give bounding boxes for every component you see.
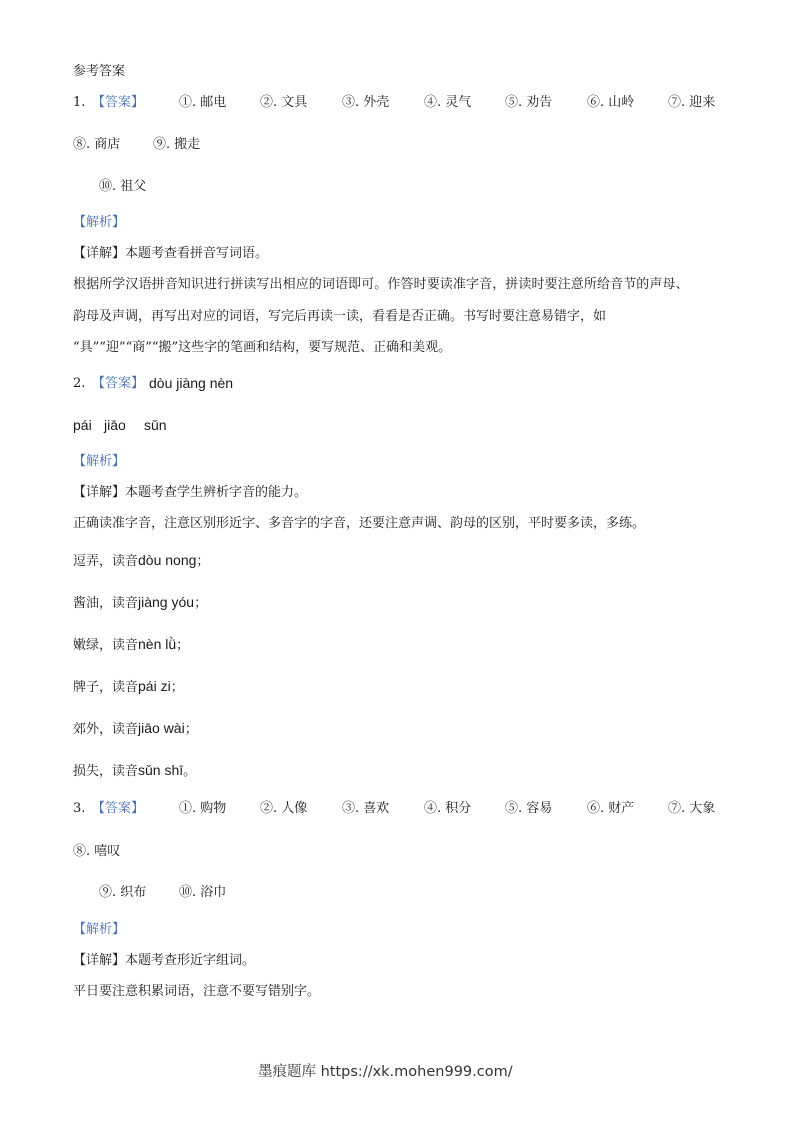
analysis-tag: 【解析】 (73, 215, 126, 230)
answer-item: ④. 积分 (424, 801, 472, 816)
reading-word: 酱油，读音 (73, 596, 139, 611)
pinyin-answer: dòu jiàng nèn (149, 375, 234, 391)
reading-pinyin: pái zi (138, 678, 171, 694)
reading-punct: ； (184, 722, 198, 737)
answer-item: ⑥. 山岭 (587, 95, 635, 110)
reading-punct: ； (194, 596, 208, 611)
answer-tag: 【答案】 (92, 95, 145, 110)
answer-item: ⑥. 财产 (587, 801, 635, 816)
reading-punct: ； (170, 680, 184, 695)
page-title: 参考答案 (73, 64, 126, 79)
answer-item: ④. 灵气 (424, 95, 472, 110)
footer-watermark: 墨痕题库 https://xk.mohen999.com/ (258, 1064, 513, 1080)
reading-punct: ； (176, 638, 190, 653)
detail-line: 【详解】本题考查形近字组词。 (73, 953, 256, 968)
answer-item: ⑦. 大象 (668, 801, 716, 816)
answer-item: ⑩. 浴巾 (179, 885, 227, 900)
answer-item: ⑨. 搬走 (153, 137, 201, 152)
reading-word: 损失，读音 (73, 764, 139, 779)
reading-line (73, 595, 207, 610)
question-number: 3. (73, 801, 86, 816)
answer-tag: 【答案】 (92, 376, 145, 391)
answer-item: ⑤. 劝告 (505, 95, 553, 110)
reading-line (73, 553, 209, 568)
question-number: 2. (73, 376, 86, 391)
reading-pinyin: nèn lǜ (138, 636, 177, 652)
answer-item: ③. 喜欢 (342, 801, 390, 816)
reading-pinyin: jiàng yóu (138, 594, 195, 610)
pinyin-answer: jiāo (104, 417, 126, 433)
paragraph-line: 韵母及声调，再写出对应的词语，写完后再读一读，看看是否正确。书写时要注意易错字，如 (73, 309, 607, 324)
paragraph-line: “具”“迎”“商”“搬”这些字的笔画和结构，要写规范、正确和美观。 (73, 340, 452, 355)
answer-item: ⑩. 祖父 (99, 179, 147, 194)
reading-pinyin: dòu nong (138, 552, 197, 568)
detail-line: 【详解】本题考查看拼音写词语。 (73, 246, 269, 261)
reading-line (73, 721, 198, 736)
reading-word: 牌子，读音 (73, 680, 139, 695)
answer-item: ②. 文具 (260, 95, 308, 110)
answer-item: ⑨. 织布 (99, 885, 147, 900)
answer-item: ⑧. 商店 (73, 137, 121, 152)
paragraph-line: 根据所学汉语拼音知识进行拼读写出相应的词语即可。作答时要读准字音，拼读时要注意所给音节的声母、 (73, 277, 689, 292)
answer-item: ①. 购物 (179, 801, 227, 816)
reading-pinyin: jiāo wài (138, 720, 185, 736)
question-number: 1. (73, 95, 86, 110)
answer-item: ②. 人像 (260, 801, 308, 816)
answer-item: ⑤. 容易 (505, 801, 553, 816)
analysis-tag: 【解析】 (73, 454, 126, 469)
analysis-tag: 【解析】 (73, 922, 126, 937)
reading-word: 嫩绿，读音 (73, 638, 139, 653)
reading-line (73, 679, 184, 694)
answer-item: ①. 邮电 (179, 95, 227, 110)
answer-tag: 【答案】 (92, 801, 145, 816)
paragraph-line: 平日要注意积累词语，注意不要写错别字。 (73, 984, 321, 999)
pinyin-answer: pái (73, 417, 92, 433)
pinyin-answer: sǔn (144, 417, 167, 433)
reading-punct: 。 (183, 764, 197, 779)
reading-word: 逗弄，读音 (73, 554, 139, 569)
reading-line (73, 763, 196, 778)
reading-word: 郊外，读音 (73, 722, 139, 737)
answer-item: ⑧. 嘻叹 (73, 844, 121, 859)
reading-pinyin: sǔn shī (138, 762, 184, 778)
reading-punct: ； (196, 554, 210, 569)
answer-item: ⑦. 迎来 (668, 95, 716, 110)
reading-line (73, 637, 189, 652)
answer-item: ③. 外壳 (342, 95, 390, 110)
detail-line: 【详解】本题考查学生辨析字音的能力。 (73, 485, 308, 500)
paragraph-line: 正确读准字音，注意区别形近字、多音字的字音，还要注意声调、韵母的区别，平时要多读，多练。 (73, 516, 646, 531)
